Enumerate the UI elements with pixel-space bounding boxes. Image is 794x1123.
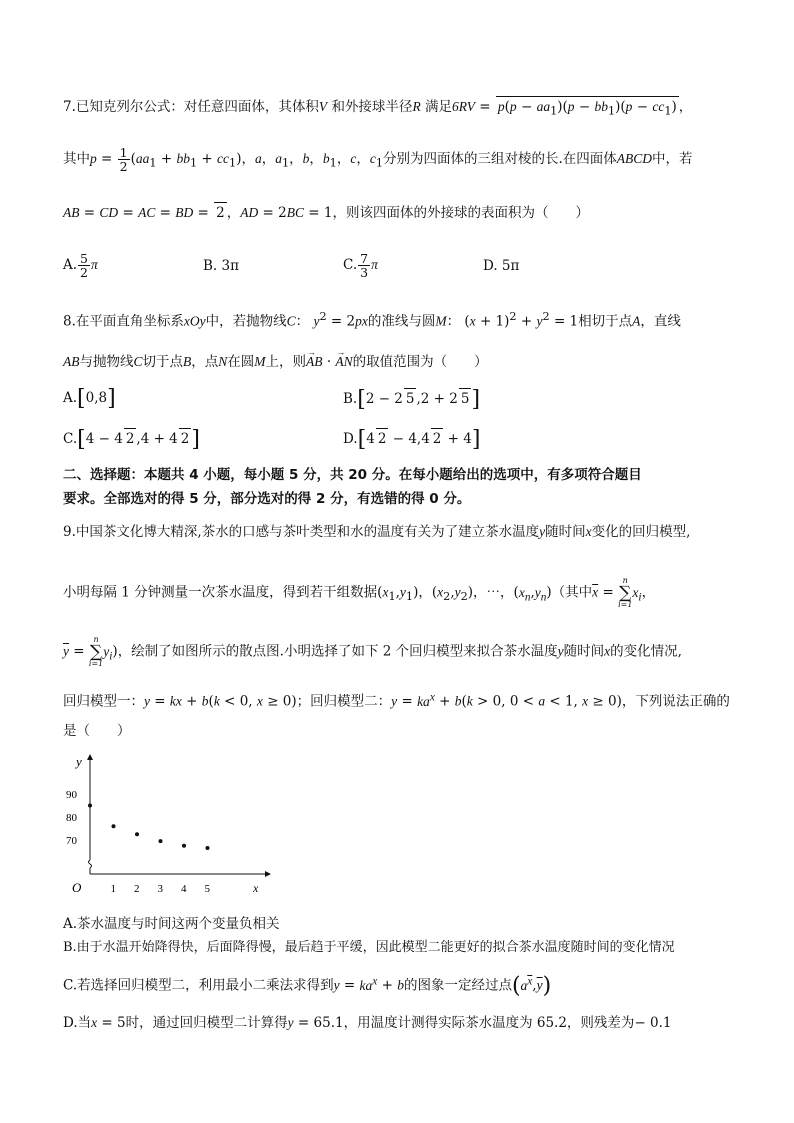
- data-point-5: [206, 846, 210, 850]
- q8-option-b[interactable]: B.[2 − 2 5 ,2 + 2 5]: [343, 387, 481, 412]
- q7-option-d[interactable]: D. 5π: [483, 258, 520, 274]
- q9-option-a[interactable]: A.茶水温度与时间这两个变量负相关: [63, 916, 280, 932]
- origin-label: O: [72, 880, 82, 895]
- q9-option-c[interactable]: C.若选择回归模型二，利用最小二乘法求得到$y = ka^x + b$的图象一定经过点$(a^{\overline{x}},\overline{y})$: [63, 973, 552, 999]
- x-axis-label: x: [253, 881, 259, 895]
- q8-line1: 8.在平面直角坐标系xOy中，若抛物线C： $y^2 = 2px$的准线与圆M： $(x + 1)^2 + y^2 = 1$相切于点A，直线: [63, 310, 681, 330]
- data-point-0: [88, 804, 92, 808]
- chart-axes: [87, 754, 271, 877]
- q8-option-a[interactable]: A.[0,8]: [63, 386, 116, 411]
- scatter-plot: [60, 752, 280, 902]
- chart-points: [88, 804, 210, 851]
- y-axis-arrow: [87, 754, 93, 760]
- q9-line3: $\overline{y}$ = n ∑ i=1 $y_i$)，绘制了如图所示的散点图.小明选择了如下 2 个回归模型来拟合茶水温度y随时间x的变化情况,: [63, 635, 682, 668]
- section-2-heading-line1: 二、选择题：本题共 4 小题，每小题 5 分，共 20 分。在每小题给出的选项中，有多项符合题目: [63, 467, 642, 483]
- x-tick-label-2: 2: [134, 883, 140, 895]
- q9-option-d[interactable]: D.当x = 5时，通过回归模型二计算得y = 65.1，用温度计测得实际茶水温度为 65.2，则残差为− 0.1: [63, 1015, 672, 1031]
- q9-line4: 回归模型一：y = kx + b(k < 0, x ≥ 0)；回归模型二：$y = ka^x + b(k > 0$, 0 < a < 1, x ≥ 0)，下列说法正确的: [63, 691, 730, 710]
- y-tick-label-80: 80: [66, 812, 77, 824]
- q9-line5: 是（ ）: [63, 723, 131, 739]
- x-tick-label-3: 3: [157, 883, 163, 895]
- q7-option-a[interactable]: A. $\frac{5}{2}$ π: [63, 251, 98, 280]
- q9-option-b[interactable]: B.由于水温开始降得快，后面降得慢，最后趋于平缓，因此模型二能更好的拟合茶水温度随时间的变化情况: [63, 940, 675, 955]
- q7-line2: 其中p = $\frac{1}{2}$ $(aa_1 + bb_1 + cc_1)$，a，$a_1$，b，$b_1$，c，$c_1$分别为四面体的三组对棱的长.在四面体ABCD中，若: [63, 145, 693, 174]
- x-axis-arrow: [265, 871, 271, 877]
- y-axis-break: [89, 860, 92, 868]
- x-tick-label-1: 1: [110, 883, 116, 895]
- data-point-1: [112, 824, 116, 828]
- q8-option-d[interactable]: D.[4 2 − 4,4 2 + 4]: [343, 427, 481, 452]
- section-2-heading-line2: 要求。全部选对的得 5 分，部分选对的得 2 分，有选错的得 0 分。: [63, 491, 471, 507]
- q8-option-c[interactable]: C.[4 − 4 2 ,4 + 4 2]: [63, 427, 200, 452]
- y-tick-label-70: 70: [66, 835, 77, 847]
- q7-line3: AB = CD = AC = BD = 2 ，AD = 2BC = 1，则该四面体的外接球的表面积为（ ）: [63, 202, 754, 223]
- q7-option-b[interactable]: B. 3π: [203, 258, 239, 274]
- y-axis-label: y: [76, 754, 82, 769]
- data-point-3: [159, 839, 163, 843]
- q9-line1: 9.中国茶文化博大精深,茶水的口感与茶叶类型和水的温度有关为了建立茶水温度y随时间x变化的回归模型,: [63, 524, 691, 540]
- q7-line1: 7.已知克列尔公式：对任意四面体，其体积V 和外接球半径R 满足$6RV = p(p - aa_1)(p - bb_1)(p - cc_1)$ ，: [63, 96, 754, 122]
- x-tick-label-4: 4: [181, 883, 187, 895]
- q7-option-c[interactable]: C. $\frac{7}{3}$ π: [343, 251, 378, 280]
- data-point-4: [182, 844, 186, 848]
- x-tick-label-5: 5: [204, 883, 210, 895]
- y-tick-label-90: 90: [66, 789, 77, 801]
- data-point-2: [135, 832, 139, 836]
- q8-line2: AB与抛物线C切于点B，点N在圆M上，则→ AB · → AN的取值范围为（ ）: [63, 352, 754, 372]
- q9-line2: 小明每隔 1 分钟测量一次茶水温度，得到若干组数据$(x_1,y_1)$，$(x_2,y_2)$，⋯，$(x_n,y_n)$（其中$\overline{x}$ = n ∑ i=1 $x_i$，: [63, 576, 656, 609]
